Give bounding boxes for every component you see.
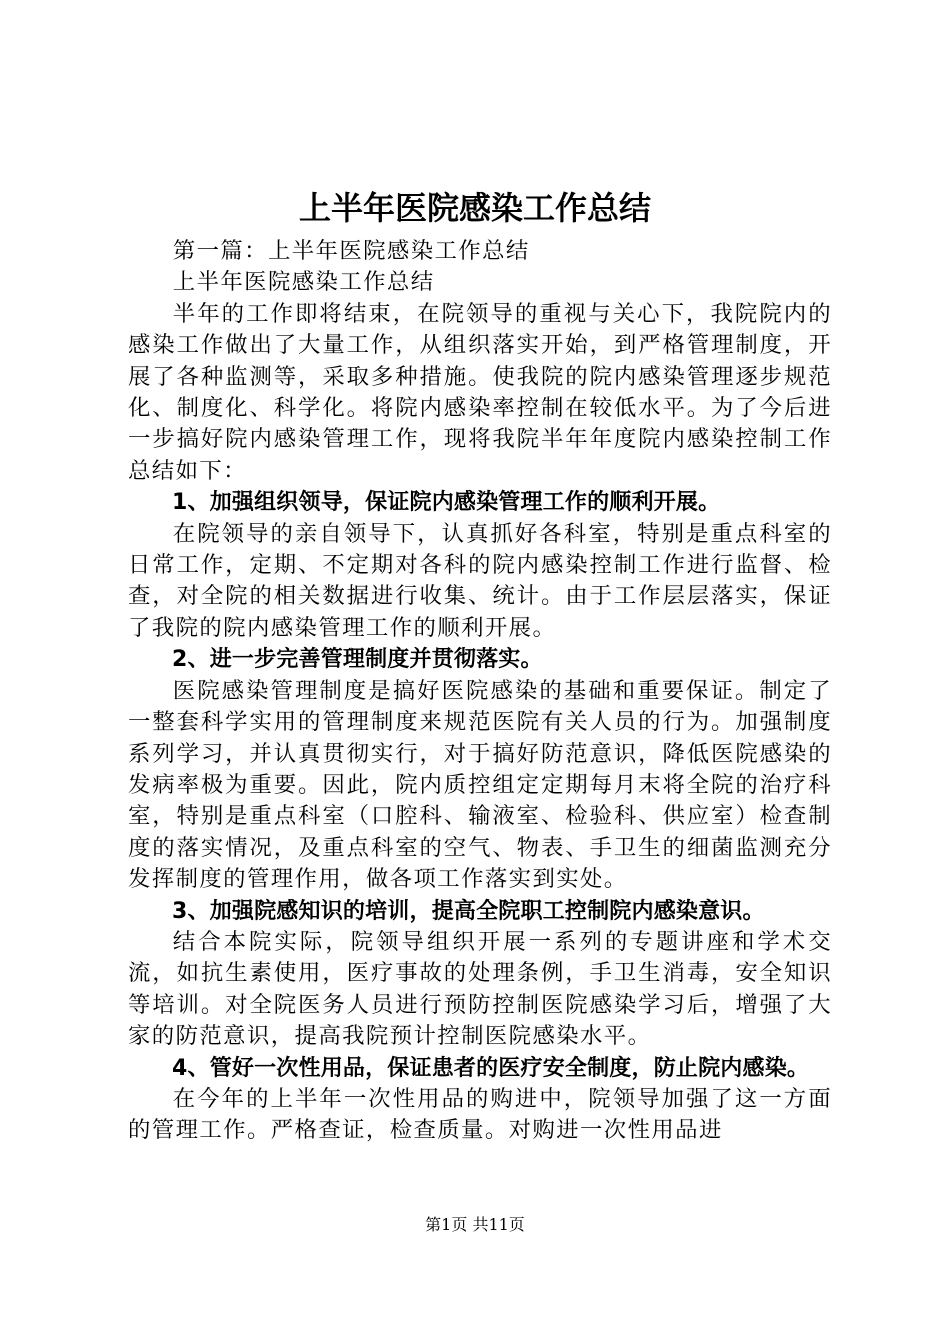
document-title: 上半年医院感染工作总结 [298, 189, 651, 227]
section-heading: 1、加强组织领导，保证院内感染管理工作的顺利开展。 [172, 490, 721, 516]
section-heading: 2、进一步完善管理制度并贯彻落实。 [172, 647, 543, 673]
page-footer: 第1页 共11页 [425, 1215, 525, 1234]
paragraph: 在院领导的亲自领导下，认真抓好各科室，特别是重点科室的日常工作，定期、不定期对各科的院内感染控制工作进行监督、检查，对全院的相关数据进行收集、统计。由于工作层层落实，保证了我院的院内感染管理工作的顺利开展。 [128, 520, 832, 641]
paragraph: 医院感染管理制度是搞好医院感染的基础和重要保证。制定了一整套科学实用的管理制度来规范医院有关人员的行为。加强制度系列学习，并认真贯彻实行，对于搞好防范意识，降低医院感染的发病率极为重要。因此，院内质控组定定期每月末将全院的治疗科室，特别是重点科室（口腔科、输液室、检验科、供应室）检查制度的落实情况，及重点科室的空气、物表、手卫生的细菌监测充分发挥制度的管理作用，做各项工作落实到实处。 [128, 677, 832, 893]
paragraph: 上半年医院感染工作总结 [172, 269, 435, 296]
paragraph: 第一篇：上半年医院感染工作总结 [172, 238, 530, 264]
paragraph: 在今年的上半年一次性用品的购进中，院领导加强了这一方面的管理工作。严格查证，检查质量。对购进一次性用品进 [128, 1085, 832, 1144]
paragraph: 半年的工作即将结束，在院领导的重视与关心下，我院院内的感染工作做出了大量工作，从组织落实开始，到严格管理制度，开展了各种监测等，采取多种措施。使我院的院内感染管理逐步规范化、制度化、科学化。将院内感染率控制在较低水平。为了今后进一步搞好院内感染管理工作，现将我院半年年度院内感染控制工作总结如下： [128, 300, 832, 484]
section-heading: 4、管好一次性用品，保证患者的医疗安全制度，防止院内感染。 [172, 1055, 810, 1081]
document-body [128, 236, 832, 1147]
paragraph: 结合本院实际，院领导组织开展一系列的专题讲座和学术交流，如抗生素使用，医疗事故的处理条例，手卫生消毒，安全知识等培训。对全院医务人员进行预防控制医院感染学习后，增强了大家的防范意识，提高我院预计控制医院感染水平。 [128, 928, 832, 1050]
section-heading: 3、加强院感知识的培训，提高全院职工控制院内感染意识。 [172, 898, 765, 924]
